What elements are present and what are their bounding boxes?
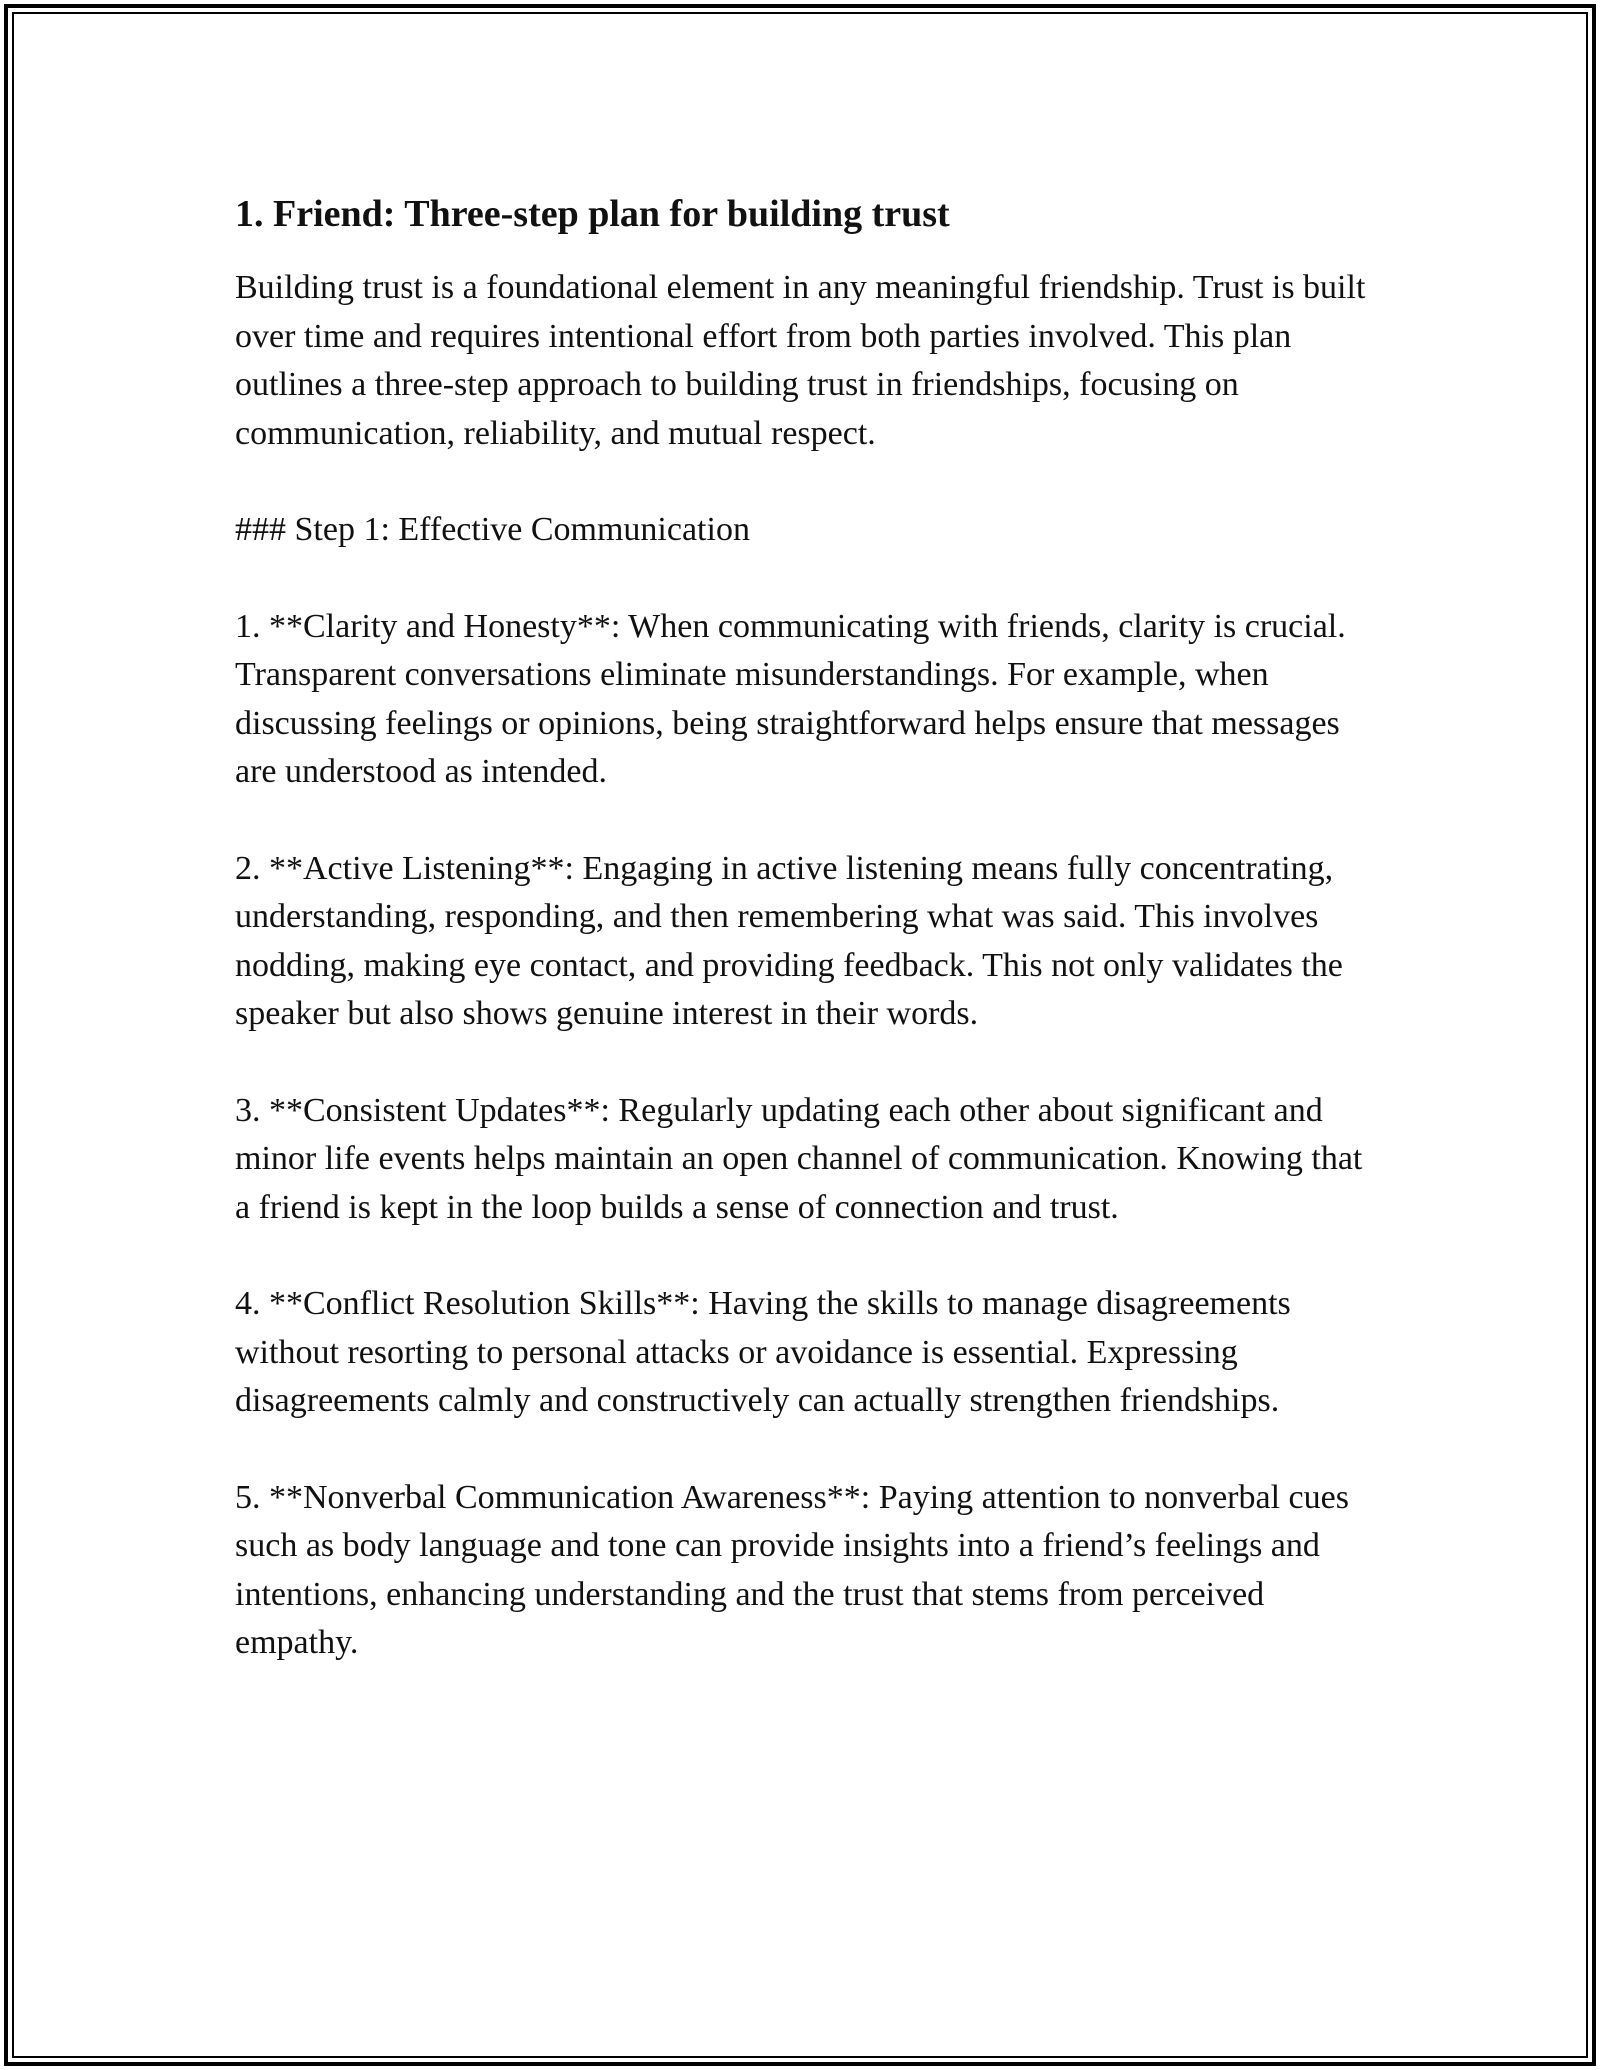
list-item-conflict-resolution: 4. **Conflict Resolution Skills**: Having the skills to manage disagreements without resorting to personal attacks or avoidance is essential. Expressing disagreements calmly and constructively can actually strengthen friendships. (235, 1285, 1291, 1419)
intro-paragraph: Building trust is a foundational element in any meaningful friendship. Trust is built over time and requires intentional effort from both parties involved. This plan outlines a three-step approach to building trust in friendships, focusing on communication, reliability, and mutual respect. (235, 269, 1366, 452)
list-item-active-listening: 2. **Active Listening**: Engaging in active listening means fully concentrating, understanding, responding, and then remembering what was said. This involves nodding, making eye contact, and providing feedback. This not only validates the speaker but also shows genuine interest in their words. (235, 849, 1343, 1032)
document-body (235, 186, 1375, 1716)
list-item-clarity-honesty: 1. **Clarity and Honesty**: When communicating with friends, clarity is crucial. Transparent conversations eliminate misunderstandings. For example, when discussing feelings or opinions, being straightforward helps ensure that messages are understood as intended. (235, 607, 1346, 790)
step-heading: ### Step 1: Effective Communication (235, 511, 750, 548)
list-item-consistent-updates: 3. **Consistent Updates**: Regularly updating each other about significant and minor life events helps maintain an open channel of communication. Knowing that a friend is kept in the loop builds a sense of connection and trust. (235, 1091, 1363, 1226)
list-item-nonverbal-awareness: 5. **Nonverbal Communication Awareness**: Paying attention to nonverbal cues such as body language and tone can provide insights into a friend’s feelings and intentions, enhancing understanding and the trust that stems from perceived empathy. (235, 1478, 1349, 1661)
document-title: 1. Friend: Three-step plan for building trust (235, 193, 950, 235)
